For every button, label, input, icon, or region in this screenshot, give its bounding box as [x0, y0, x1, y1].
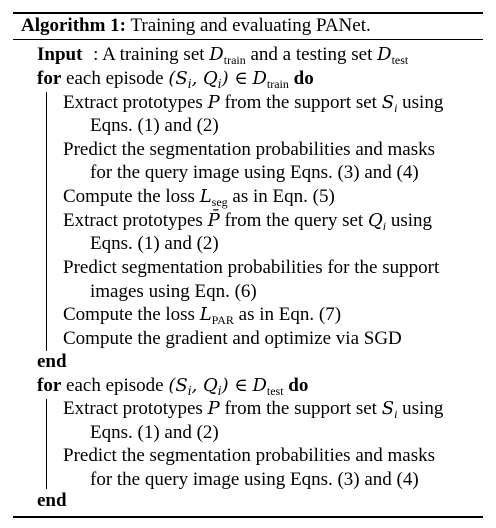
step-line: Compute the gradient and optimize via SGD [63, 328, 402, 349]
test-loop-header [37, 375, 308, 397]
algorithm-title: Training and evaluating PANet. [130, 15, 371, 36]
for-keyword: for [37, 375, 62, 396]
do-keyword: do [288, 375, 309, 396]
step-line: Extract prototypes P from the support set $S_i$ using [63, 398, 444, 421]
end-keyword: end [37, 490, 67, 511]
step-line: Predict segmentation probabilities for the support [63, 257, 440, 278]
train-set-subscript: train [223, 53, 246, 67]
step-line: images using Eqn. (6) [90, 281, 257, 302]
train-set-symbol: D [252, 68, 267, 89]
episode-tuple: ($S_i$, $Q_i$) ∈ [168, 375, 248, 398]
test-set-symbol: D [377, 44, 392, 65]
step-line: Eqns. (1) and (2) [90, 422, 219, 443]
loop-text: each episode [66, 375, 164, 396]
step-line: Compute the loss $L_{PAR}$ as in Eqn. (7) [63, 304, 342, 327]
step-line: Eqns. (1) and (2) [90, 233, 219, 254]
test-set-symbol: D [252, 375, 267, 396]
input-keyword: Input [37, 44, 83, 65]
test-set-subscript: test [266, 384, 284, 398]
train-loop-bar [46, 92, 47, 351]
seg-loss-symbol: L [199, 186, 212, 207]
top-rule [13, 12, 483, 14]
step-line: Extract prototypes P̄ from the query set $Q_i$ using [63, 210, 433, 233]
prototype-symbol: P [207, 92, 220, 113]
do-keyword: do [293, 68, 314, 89]
par-loss-symbol: L [199, 304, 212, 325]
support-set-symbol: S [381, 92, 395, 113]
prototype-symbol: P [207, 398, 220, 419]
step-line: Eqns. (1) and (2) [90, 115, 219, 136]
step-line: Extract prototypes P from the support set $S_i$ using [63, 92, 444, 115]
input-line [37, 44, 408, 66]
step-line: for the query image using Eqns. (3) and (4) [90, 162, 419, 183]
bottom-rule [13, 516, 483, 518]
input-text-b: and a testing set [250, 44, 373, 65]
step-line: Compute the loss $L_{seg}$ as in Eqn. (5) [63, 186, 335, 209]
step-line: for the query image using Eqns. (3) and (4) [90, 469, 419, 490]
episode-tuple: ($S_i$, $Q_i$) ∈ [168, 68, 248, 91]
for-keyword: for [37, 68, 62, 89]
train-set-symbol: D [209, 44, 224, 65]
train-set-subscript: train [266, 77, 289, 91]
test-set-subscript: test [391, 53, 409, 67]
train-loop-header [37, 68, 314, 90]
test-loop-bar [46, 399, 47, 489]
end-keyword: end [37, 351, 67, 372]
loop-text: each episode [66, 68, 164, 89]
query-set-symbol: Q [367, 210, 383, 231]
step-line: Predict the segmentation probabilities and masks [63, 445, 436, 466]
algorithm-caption [21, 15, 371, 37]
caption-rule [13, 39, 483, 40]
algorithm-label: Algorithm 1: [21, 15, 127, 36]
input-text-a: A training set [102, 44, 205, 65]
input-colon: : [93, 44, 99, 65]
query-prototype-symbol: P̄ [207, 210, 220, 231]
support-set-symbol: S [381, 398, 395, 419]
step-line: Predict the segmentation probabilities and masks [63, 139, 436, 160]
